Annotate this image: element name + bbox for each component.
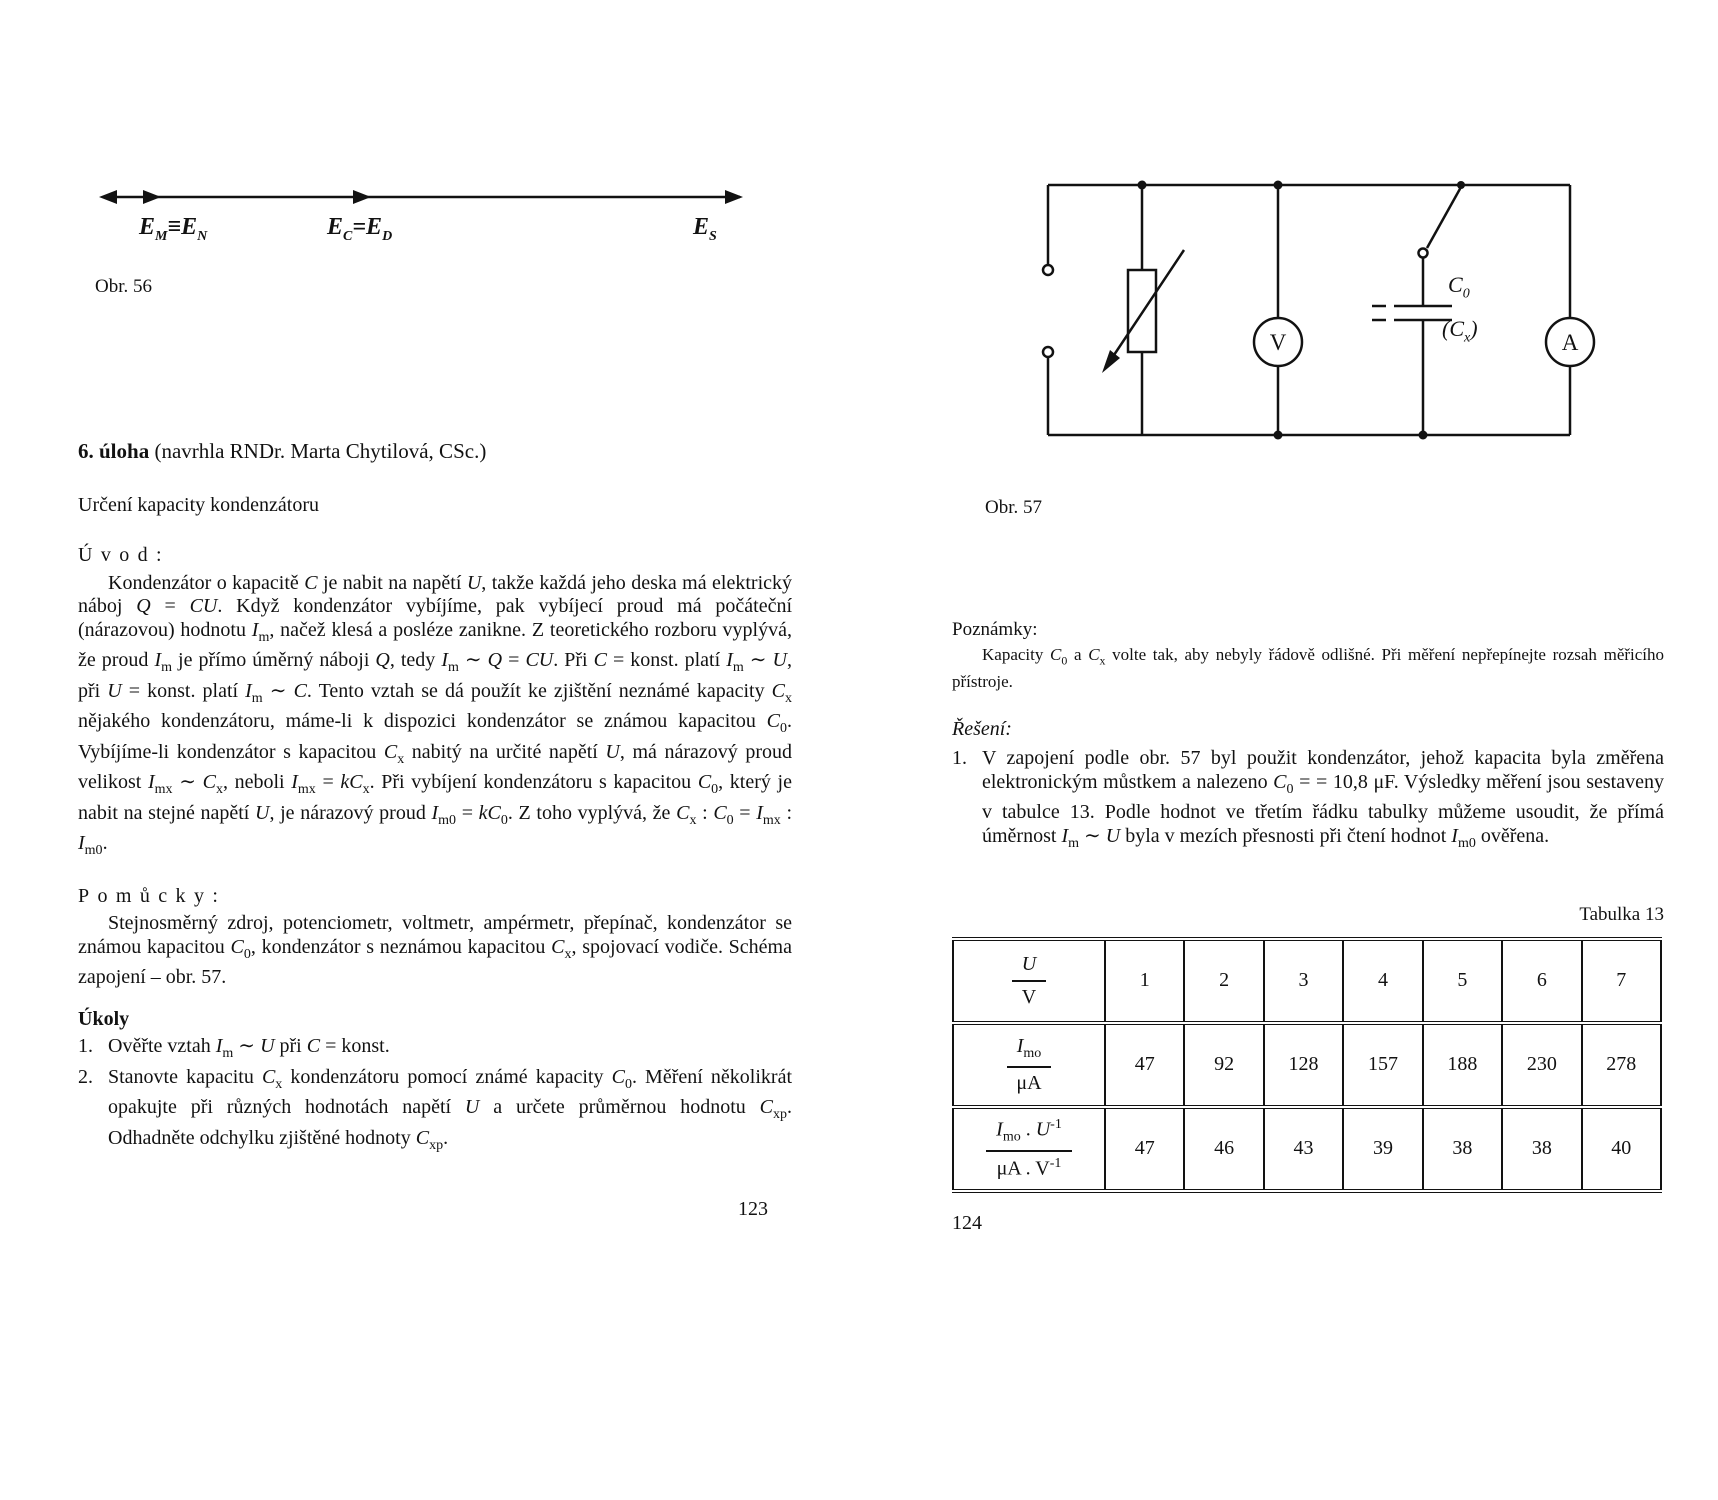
fraction bbox=[1007, 1035, 1052, 1095]
list-item-text: V zapojení podle obr. 57 byl použit kondenzátor, jehož kapacita byla změřena elektronickým můstkem a nalezeno $C_0$ = = 10,8 μF. Výsledky měření jsou sestaveny v tabulce 13. Podle hodnot ve třetím řádku tabulky můžeme usoudit, že přímá úměrnost $I_m$ ∼ U byla v mezích přesnosti při čtení hodnot $I_{m0}$ ověřena. bbox=[982, 747, 1664, 851]
table-cell: 7 bbox=[1582, 939, 1661, 1023]
uvod-paragraph: Kondenzátor o kapacitě C je nabit na napětí U, takže každá jeho deska má elektrický náboj Q = CU. Když kondenzátor vybíjíme, pak vybíjecí proud má počáteční (nárazovou) hodnotu $I_m$, načež klesá a posléze zanikne. Z teoretického rozboru vyplývá, že proud $I_m$ je přímo úměrný náboji Q, tedy $I_m$ ∼ Q = CU. Při C = konst. platí $I_m$ ∼ U, při U = konst. platí $I_m$ ∼ C. Tento vztah se dá použít ke zjištění neznámé kapacity $C_x$ nějakého kondenzátoru, máme-li k dispozici kondenzátor se známou kapacitou $C_0$. Vybíjíme-li kondenzátor s kapacitou $C_x$ nabitý na určité napětí U, má nárazový proud velikost $I_{mx}$ ∼ $C_x$, neboli $I_{mx} = kC_x$. Při vybíjení kondenzátoru s kapacitou $C_0$, který je nabit na stejné napětí U, je nárazový proud $I_{m0} = kC_0$. Z toho vyplývá, že $C_x$ : $C_0 = I_{mx}$ : $I_{m0}$. bbox=[78, 571, 793, 858]
ammeter-symbol bbox=[1546, 185, 1594, 435]
list-item-number: 2. bbox=[78, 1065, 93, 1088]
axis-label-ecd: $E_C=E_D$ bbox=[327, 214, 393, 244]
capacitor-c0-label: $C_0$ bbox=[1448, 272, 1470, 302]
table-cell: 230 bbox=[1502, 1023, 1581, 1107]
table-head-cell bbox=[953, 939, 1105, 1023]
right-text-column bbox=[952, 618, 1664, 1193]
page-number-left: 123 bbox=[738, 1198, 768, 1220]
voltmeter-symbol bbox=[1254, 185, 1302, 435]
fraction-denominator: μA . $V^{-1}$ bbox=[996, 1155, 1062, 1180]
list-item bbox=[78, 1035, 792, 1066]
table-cell: 38 bbox=[1502, 1107, 1581, 1191]
list-item bbox=[78, 1066, 792, 1158]
table-row bbox=[953, 1023, 1661, 1107]
figure-56 bbox=[95, 182, 750, 282]
arrowhead-left bbox=[99, 190, 117, 204]
fraction-denominator: V bbox=[1021, 985, 1037, 1008]
poznamky-heading: Poznámky: bbox=[952, 619, 1038, 640]
uvod-heading: Úvod: bbox=[78, 544, 170, 566]
left-text-column bbox=[78, 440, 792, 1157]
potentiometer-symbol bbox=[1102, 185, 1184, 435]
poznamky-paragraph: Kapacity $C_0$ a $C_x$ volte tak, aby nebyly řádově odlišné. Při měření nepřepínejte rozsah měřicího přístroje. bbox=[952, 644, 1665, 691]
figure-57-caption: Obr. 57 bbox=[985, 497, 1042, 518]
figure-56-caption: Obr. 56 bbox=[95, 276, 152, 297]
figure-57 bbox=[1020, 160, 1600, 460]
ukoly-heading: Úkoly bbox=[78, 1007, 130, 1030]
table-cell: 128 bbox=[1264, 1023, 1343, 1107]
voltmeter-label: V bbox=[1269, 330, 1287, 355]
arrowhead-right-1 bbox=[143, 190, 161, 204]
table-cell: 4 bbox=[1343, 939, 1422, 1023]
fraction-denominator: μA bbox=[1016, 1071, 1042, 1094]
ammeter-label: A bbox=[1561, 330, 1579, 355]
circuit-diagram bbox=[1020, 160, 1600, 460]
list-item-number: 1. bbox=[78, 1035, 93, 1057]
table-head-cell bbox=[953, 1023, 1105, 1107]
pomucky-paragraph: Stejnosměrný zdroj, potenciometr, voltmetr, ampérmetr, přepínač, kondenzátor se známou kapacitou $C_0$, kondenzátor s neznámou kapacitou $C_x$, spojovací vodiče. Schéma zapojení – obr. 57. bbox=[78, 912, 792, 988]
table-cell: 5 bbox=[1423, 939, 1502, 1023]
fraction bbox=[986, 1117, 1072, 1180]
pomucky-heading: Pomůcky: bbox=[78, 884, 227, 907]
table-cell: 278 bbox=[1582, 1023, 1661, 1107]
switch-symbol bbox=[1419, 187, 1462, 258]
axis-label-es: $E_S$ bbox=[693, 214, 717, 244]
table-cell: 2 bbox=[1184, 939, 1263, 1023]
fraction-numerator: U bbox=[1012, 953, 1046, 982]
table-head-cell bbox=[953, 1107, 1105, 1191]
table-cell: 3 bbox=[1264, 939, 1343, 1023]
list-item bbox=[952, 747, 1664, 855]
table-cell: 1 bbox=[1105, 939, 1184, 1023]
table-caption: Tabulka 13 bbox=[1579, 904, 1664, 926]
page-number-right: 124 bbox=[952, 1212, 982, 1234]
table-cell: 47 bbox=[1105, 1023, 1184, 1107]
list-item-number: 1. bbox=[952, 747, 967, 770]
fraction bbox=[1012, 953, 1046, 1009]
list-item-text: Stanovte kapacitu $C_x$ kondenzátoru pomocí známé kapacity $C_0$. Měření několikrát opakujte při různých hodnotách napětí U a určete průměrnou hodnotu $C_{xp}$. Odhadněte odchylku zjištěné hodnoty $C_{xp}$. bbox=[108, 1065, 793, 1153]
table-cell: 46 bbox=[1184, 1107, 1263, 1191]
table-13 bbox=[952, 937, 1662, 1193]
table-cell: 43 bbox=[1264, 1107, 1343, 1191]
list-item-text: Ověřte vztah $I_m$ ∼ U při C = konst. bbox=[108, 1035, 390, 1061]
axis-label-emn: $E_M\equiv E_N$ bbox=[139, 214, 208, 244]
table-cell: 6 bbox=[1502, 939, 1581, 1023]
table-cell: 188 bbox=[1423, 1023, 1502, 1107]
junction-dots bbox=[1138, 181, 1466, 440]
table-cell: 40 bbox=[1582, 1107, 1661, 1191]
fraction-numerator: $I_{mo}$ . $U^{-1}$ bbox=[986, 1117, 1072, 1152]
axis-diagram bbox=[95, 182, 750, 216]
capacitor-cx-label: $(C_x)$ bbox=[1442, 316, 1478, 346]
reseni-heading: Řešení: bbox=[952, 717, 1012, 740]
table-cell: 92 bbox=[1184, 1023, 1263, 1107]
arrowhead-right-3 bbox=[725, 190, 743, 204]
table-cell: 157 bbox=[1343, 1023, 1422, 1107]
task-subtitle: Určení kapacity kondenzátoru bbox=[78, 493, 320, 516]
table-cell: 47 bbox=[1105, 1107, 1184, 1191]
capacitor-symbol bbox=[1372, 257, 1452, 435]
table-cell: 38 bbox=[1423, 1107, 1502, 1191]
table-cell: 39 bbox=[1343, 1107, 1422, 1191]
table-row bbox=[953, 939, 1661, 1023]
fraction-numerator: $I_{mo}$ bbox=[1007, 1035, 1052, 1068]
task-heading: 6. úloha (navrhla RNDr. Marta Chytilová, CSc.) bbox=[78, 439, 487, 463]
table-row bbox=[953, 1107, 1661, 1191]
source-terminals bbox=[1043, 185, 1053, 435]
arrowhead-right-2 bbox=[353, 190, 371, 204]
